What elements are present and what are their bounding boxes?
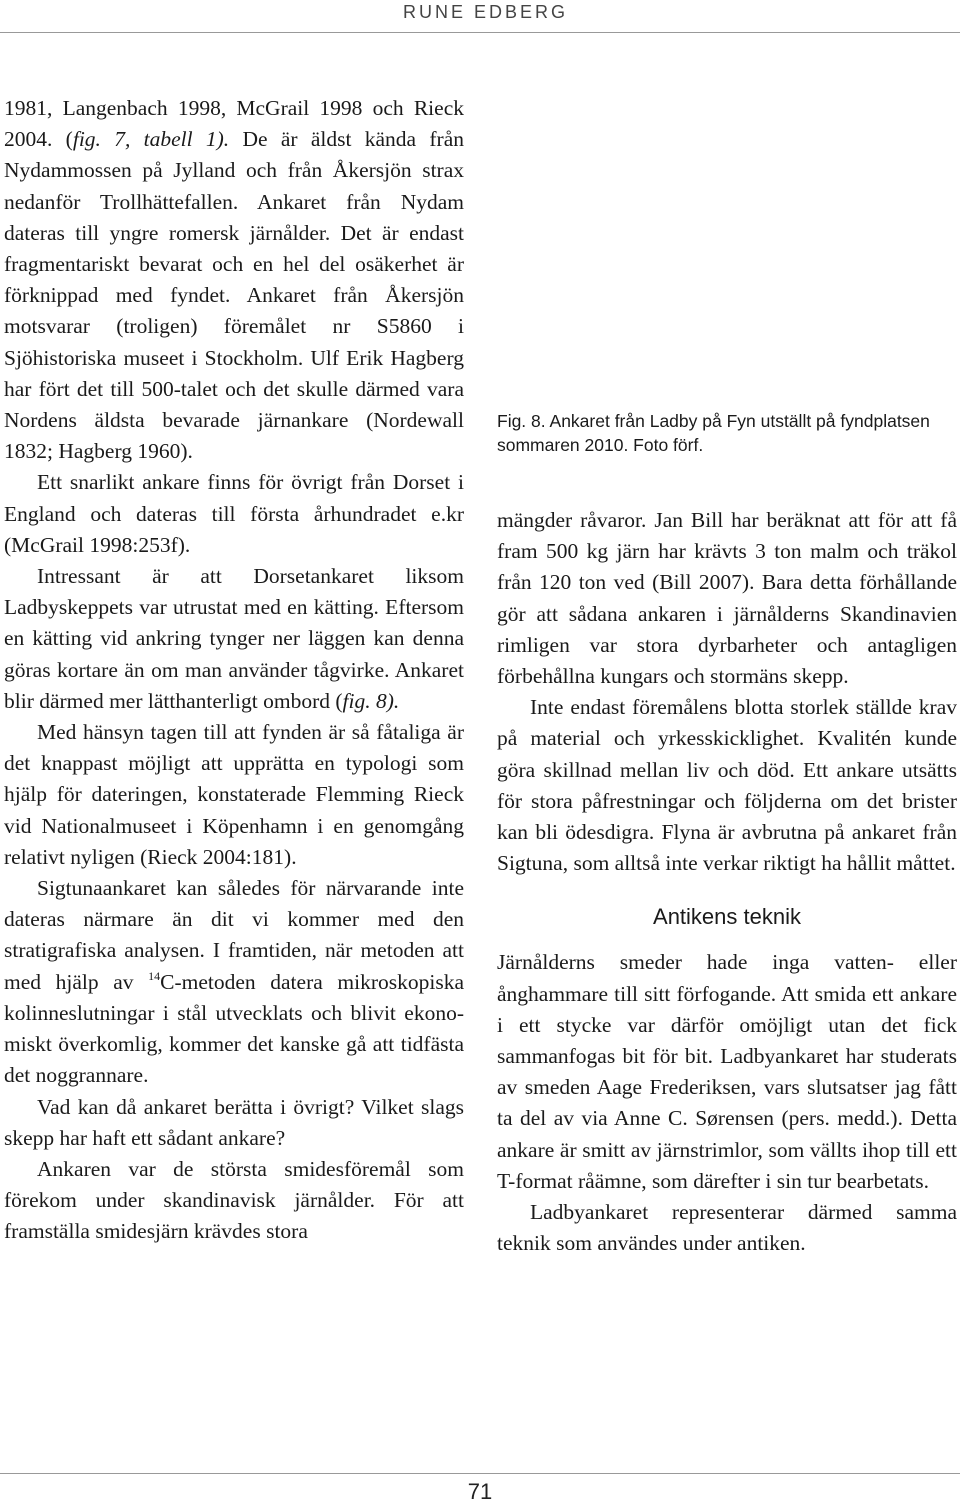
left-paragraph-5: Sigtunaankaret kan således för närvarande inte dateras närmare än dit vi kommer med den stratigrafiska analysen. I framtiden, när metoden att med hjälp av $^{14}$C-metoden datera mikroskopiska kolinneslutningar i stål utvecklats och blivit ekonomiskt överkomlig, kommer det kanske gå att tidfästa det noggrannare. [4, 876, 464, 1088]
figure-reference: fig. 7, tabell 1). [72, 127, 230, 152]
header-rule [0, 32, 960, 33]
left-paragraph-1: 1981, Langenbach 1998, McGrail 1998 och Rieck 2004. (fig. 7, tabell 1). De är äldst kända från Nydammossen på Jylland och från Åkersjön strax nedanför Trollhättefallen. Ankaret från Nydam dateras till yngre romersk järnålder. Det är endast fragmentariskt bevarat och en hel del osäkerhet är förknippad med fyndet. Ankaret från Åkersjön motsvarar (troligen) föremålet nr S5860 i Sjöhistoriska museet i Stockholm. Ulf Erik Hagberg har fört det till 500-talet och det skulle därmed vara Nordens äldsta bevarade järnankare (Nordewall 1832; Hagberg 1960). [4, 96, 464, 464]
figure-caption: Fig. 8. Ankaret från Ladby på Fyn utställt på fyndplatsen sommaren 2010. Foto förf. [497, 411, 930, 455]
right-paragraph-1: mängder råvaror. Jan Bill har beräknat att för att få fram 500 kg järn har krävts 3 ton malm och träkol från 120 ton ved (Bill 2007). Bara detta förhållande gör att sådana ankaren i järnålderns Skandinavien rimligen var stora dyrbarheter och antagligen förbehållna kungars och stormäns skepp. [497, 508, 957, 689]
right-paragraph-3: Järnålderns smeder hade inga vatten- eller ånghammare till sitt förfogande. Att smida ett ankare i ett stycke var därför omöjligt utan det fick sammanfogas bit för bit. Ladbyankaret har studerats av smeden Aage Frederiksen, vars slutsatser jag fått ta del av via Anne C. Sørensen (pers. medd.). Detta ankare är smitt av järnstrimlor, som vällts ihop till ett T-format råämne, som därefter i sin tur bearbetats. [497, 950, 957, 1193]
figure-reference: fig. 8). [342, 688, 400, 713]
superscript-14: 14 [148, 968, 161, 983]
section-heading: Antikens teknik [653, 904, 801, 930]
left-paragraph-7: Ankaren var de största smidesföremål som förekom under skandinavisk järnålder. För att framställa smidesjärn krävdes stora [4, 1156, 464, 1244]
right-column [497, 505, 957, 1259]
left-paragraph-3: Intressant är att Dorsetankaret liksom Ladbyskeppets var utrustat med en kätting. Eftersom en kätting vid ankring tynger ner läggen kan denna göras kortare än om man använder tågvirke. Ankaret blir därmed mer lätthanterligt ombord (fig. 8). [4, 564, 464, 713]
right-paragraph-4: Ladbyankaret representerar därmed samma teknik som användes under antiken. [497, 1200, 957, 1256]
left-paragraph-4: Med hänsyn tagen till att fynden är så fåtaliga är det knappast möjligt att upprätta en typologi som hjälp för dateringen, konstaterade Flemming Rieck vid Nationalmuseet i Köpenhamn i en genomgång relativt nyligen (Rieck 2004:181). [4, 720, 464, 869]
running-head: RUNE EDBERG [402, 2, 568, 22]
page-number: 71 [467, 1479, 493, 1504]
left-paragraph-6: Vad kan då ankaret berätta i övrigt? Vilket slags skepp har haft ett sådant ankare? [4, 1094, 464, 1150]
right-paragraph-2: Inte endast föremålens blotta storlek ställde krav på material och yrkesskicklighet. Kvalitén kunde göra skillnad mellan liv och död. Ett ankare utsätts för stora påfrestningar och följderna om det brister kan bli ödesdigra. Flyna är avbrutna på ankaret från Sigtuna, som alltså inte verkar riktigt ha hållit måttet. [497, 695, 957, 876]
left-paragraph-2: Ett snarlikt ankare finns för övrigt från Dorset i England och dateras till första århundradet e.kr (McGrail 1998:253f). [4, 470, 464, 557]
footer-rule [0, 1473, 960, 1474]
left-column [4, 93, 464, 1248]
